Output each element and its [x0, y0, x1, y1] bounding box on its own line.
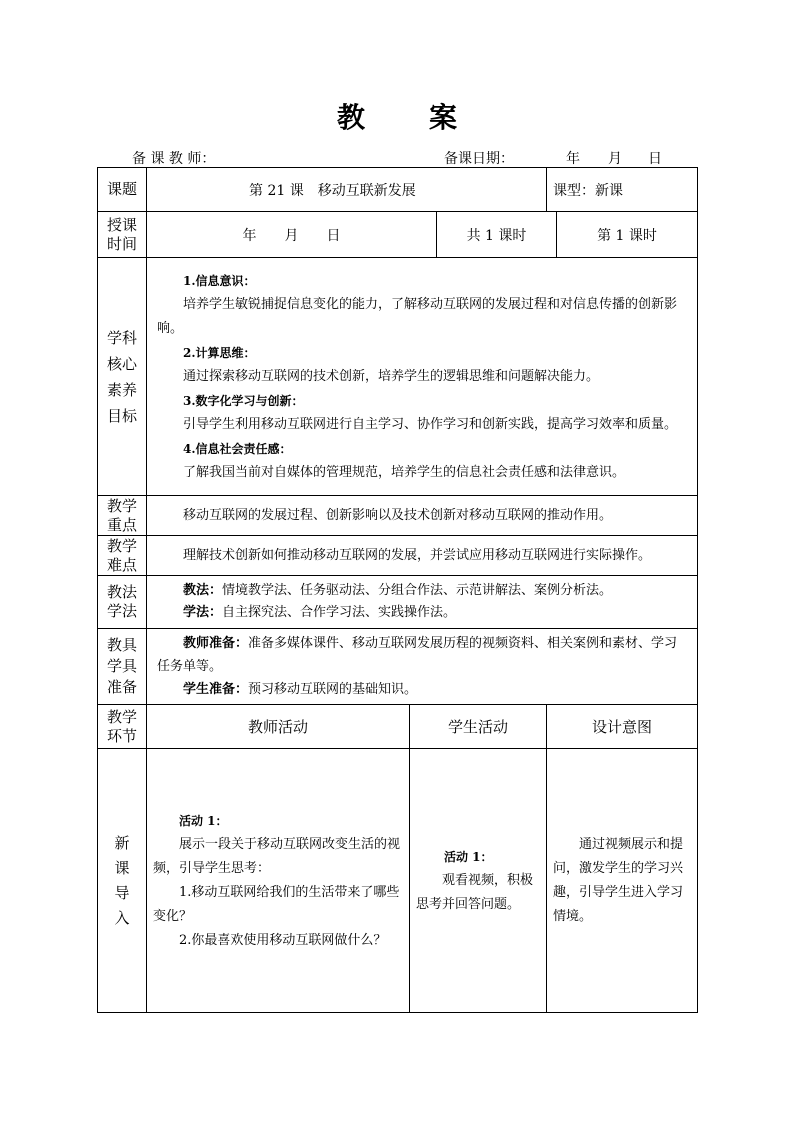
time-label [98, 212, 147, 258]
goals-label-2: 核心 [106, 354, 137, 373]
teacher-label: 备 课 教 师： [132, 151, 216, 167]
goals-label [98, 258, 147, 496]
teach-method [157, 580, 687, 602]
date-day: 日 [648, 151, 662, 167]
goal-heading-4: 4.信息社会责任感： [183, 441, 292, 456]
date-label: 备课日期： [444, 151, 514, 167]
goal-text-4: 了解我国当前对自媒体的管理规范，培养学生的信息社会责任感和法律意识。 [183, 464, 626, 480]
intro-label-3: 导 [114, 883, 130, 902]
hard-text [147, 536, 698, 576]
stage-label-1: 教学 [106, 707, 137, 726]
method-label-1: 教法 [106, 583, 137, 601]
goal-text-1: 培养学生敏锐捕捉信息变化的能力，了解移动互联网的发展过程和对信息传播的创新影响。 [157, 296, 678, 336]
intro-teacher-text-3: 2.你最喜欢使用移动互联网做什么？ [179, 932, 387, 948]
method-content [147, 576, 698, 629]
prep-label-1: 教具 [106, 636, 137, 654]
title-char-1: 教 [336, 101, 365, 134]
hard-text-content: 理解技术创新如何推动移动互联网的发展，并尝试应用移动互联网进行实际操作。 [183, 547, 652, 563]
hard-label-2: 难点 [106, 555, 137, 574]
row-topic [98, 168, 698, 212]
intro-intent-text: 通过视频展示和提问，激发学生的学习兴趣，引导学生进入学习情境。 [553, 836, 684, 924]
intro-label-1: 新 [114, 833, 130, 852]
row-activity-header [98, 705, 698, 749]
teach-method-text: 情境教学法、任务驱动法、分组合作法、示范讲解法、案例分析法。 [222, 583, 613, 598]
time-total: 共 1 课时 [437, 212, 557, 258]
topic-label: 课题 [98, 168, 147, 212]
hard-label-1: 教学 [106, 536, 137, 555]
row-methods [98, 576, 698, 629]
time-date: 年 月 日 [147, 212, 437, 258]
row-goals [98, 258, 698, 496]
row-intro [98, 749, 698, 1013]
intro-label [98, 749, 147, 1013]
goal-text-3: 引导学生利用移动互联网进行自主学习、协作学习和创新实践，提高学习效率和质量。 [183, 416, 678, 432]
intro-label-2: 课 [114, 858, 130, 877]
goals-content [147, 258, 698, 496]
student-prep-text: 预习移动互联网的基础知识。 [248, 682, 418, 697]
row-key-points [98, 496, 698, 536]
goals-label-1: 学科 [106, 328, 137, 347]
goal-heading-3: 3.数字化学习与创新： [183, 393, 304, 408]
student-prep-heading: 学生准备： [183, 682, 249, 697]
row-difficulties [98, 536, 698, 576]
key-label [98, 496, 147, 536]
col-student-activity: 学生活动 [410, 705, 547, 749]
key-label-2: 重点 [106, 515, 137, 534]
intro-student-heading: 活动 1： [444, 849, 493, 864]
method-label-2: 学法 [106, 602, 137, 620]
intro-design-intent [547, 749, 698, 1013]
intro-teacher-heading: 活动 1： [179, 813, 228, 828]
goal-heading-1: 1.信息意识： [183, 273, 256, 288]
date-year: 年 [566, 151, 580, 167]
intro-student-activity [410, 749, 547, 1013]
key-text [147, 496, 698, 536]
intro-teacher-text-1: 展示一段关于移动互联网改变生活的视频，引导学生思考： [153, 836, 401, 876]
student-prep [157, 678, 687, 701]
prep-content [147, 629, 698, 705]
goal-text-2: 通过探索移动互联网的技术创新，培养学生的逻辑思维和问题解决能力。 [183, 368, 600, 384]
date-month: 月 [608, 151, 622, 167]
method-label [98, 576, 147, 629]
stage-label [98, 705, 147, 749]
stage-label-2: 环节 [106, 726, 137, 745]
goals-label-4: 目标 [106, 406, 137, 425]
title-char-2: 案 [429, 101, 458, 134]
learn-method-heading: 学法： [183, 605, 223, 620]
intro-label-4: 入 [114, 908, 130, 927]
intro-teacher-activity [147, 749, 410, 1013]
prep-label [98, 629, 147, 705]
teacher-prep-text: 准备多媒体课件、移动互联网发展历程的视频资料、相关案例和素材、学习任务单等。 [157, 636, 678, 674]
hard-label [98, 536, 147, 576]
prep-label-3: 准备 [106, 678, 137, 696]
goals-label-3: 素养 [106, 380, 137, 399]
col-design-intent: 设计意图 [547, 705, 698, 749]
row-time [98, 212, 698, 258]
time-nth: 第 1 课时 [557, 212, 698, 258]
key-label-1: 教学 [106, 496, 137, 515]
goal-heading-2: 2.计算思维： [183, 345, 256, 360]
col-teacher-activity: 教师活动 [147, 705, 410, 749]
row-preparation [98, 629, 698, 705]
lesson-plan-table [97, 167, 698, 1013]
intro-student-text: 观看视频，积极思考并回答问题。 [416, 872, 534, 912]
learn-method-text: 自主探究法、合作学习法、实践操作法。 [222, 605, 457, 620]
topic-value: 第 21 课 移动互联新发展 [147, 168, 547, 212]
time-label-2: 时间 [106, 234, 137, 253]
time-label-1: 授课 [106, 215, 137, 234]
teacher-prep [157, 632, 687, 678]
learn-method [157, 602, 687, 624]
key-text-content: 移动互联网的发展过程、创新影响以及技术创新对移动互联网的推动作用。 [183, 507, 613, 523]
teach-method-heading: 教法： [183, 583, 223, 598]
prep-label-2: 学具 [106, 657, 137, 675]
lesson-type: 课型：新课 [547, 168, 698, 212]
teacher-prep-heading: 教师准备： [183, 636, 249, 651]
doc-title [0, 96, 794, 136]
intro-teacher-text-2: 1.移动互联网给我们的生活带来了哪些变化？ [153, 884, 400, 924]
